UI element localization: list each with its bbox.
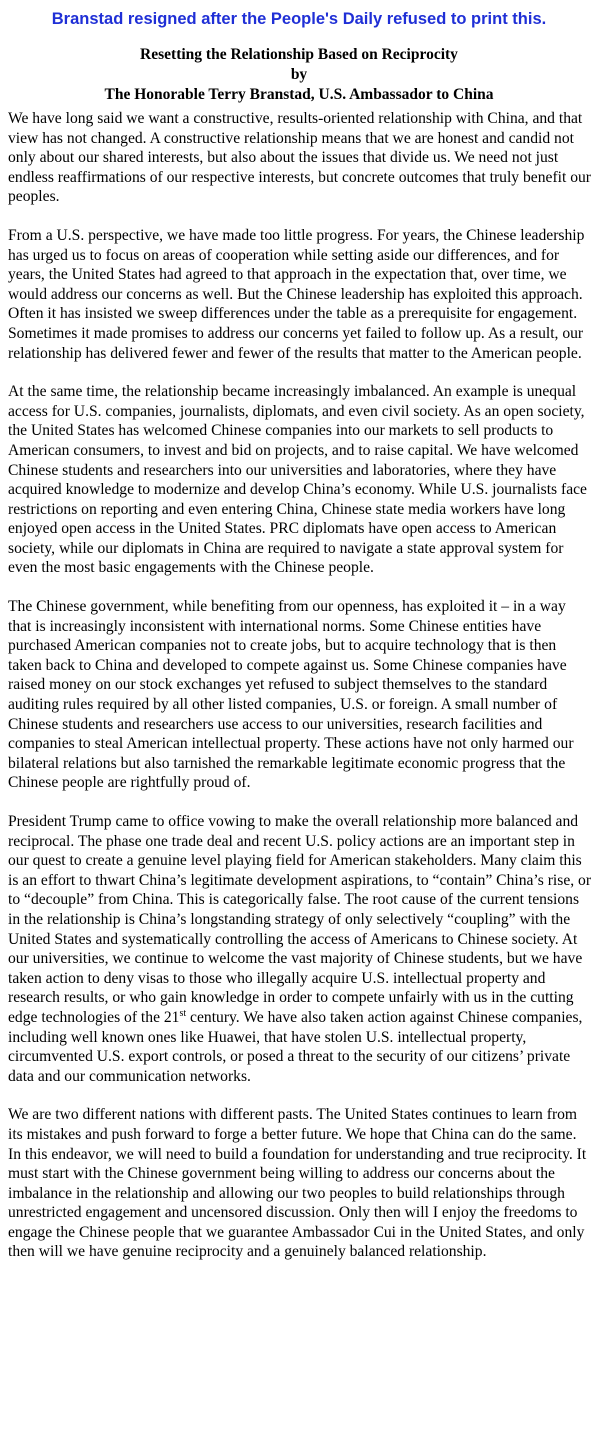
paragraph-4: The Chinese government, while benefiting from our openness, has exploited it – in a way that is increasingly inconsistent with international norms. Some Chinese entities have purchased American companies not to create jobs, but to acquire technology that is then taken back to China and developed to compete against us. Some Chinese companies have raised money on our stock exchanges yet refused to subject themselves to the standard auditing rules required by all other listed companies, U.S. or foreign. A small number of Chinese students and researchers use access to our universities, research facilities and companies to steal American intellectual property. These actions have not only harmed our bilateral relations but also tarnished the remarkable legitimate economic progress that the Chinese people are rightfully proud of.: [8, 598, 574, 792]
paragraph-2: From a U.S. perspective, we have made too little progress. For years, the Chinese leadership has urged us to focus on areas of cooperation while setting aside our differences, and for years, the United States had agreed to that approach in the expectation that, over time, we would address our concerns as well. But the Chinese leadership has exploited this approach. Often it has insisted we sweep differences under the table as a prerequisite for engagement. Sometimes it made promises to address our concerns yet failed to follow up. As a result, our relationship has delivered fewer and fewer of the results that matter to the American people.: [8, 226, 585, 362]
article-byline-by: by: [290, 66, 308, 83]
paragraph-6: We are two different nations with different pasts. The United States continues to learn from its mistakes and push forward to forge a better future. We hope that China can do the same. In this endeavor, we will need to build a foundation for understanding and true reciprocity. It must start with the Chinese government being willing to address our concerns about the imbalance in the relationship and allowing our two peoples to build relationships through unrestricted engagement and uncensored discussion. Only then will I enjoy the freedoms to engage the Chinese people that we guarantee Ambassador Cui in the United States, and only then will we have genuine reciprocity and a genuinely balanced relationship.: [8, 1106, 587, 1261]
article-body: [8, 109, 592, 1281]
article-title: Resetting the Relationship Based on Reciprocity: [140, 46, 458, 63]
paragraph-1: We have long said we want a constructive, results-oriented relationship with China, and that view has not changed. A constructive relationship means that we are honest and candid not only about our shared interests, but also about the issues that divide us. We need not just endless reaffirmations of our respective interests, but concrete outcomes that truly benefit our peoples.: [8, 110, 591, 206]
paragraph-5: [8, 812, 592, 1086]
banner-headline: Branstad resigned after the People's Daily refused to print this.: [51, 10, 547, 28]
article-header: [0, 45, 598, 105]
paragraph-5-main: President Trump came to office vowing to make the overall relationship more balanced and reciprocal. The phase one trade deal and recent U.S. policy actions are an important step in our quest to create a genuine level playing field for American stakeholders. Many claim this is an effort to thwart China’s legitimate development aspirations, to “contain” China’s rise, or to “decouple” from China. This is categorically false. The root cause of the current tensions in the relationship is China’s longstanding strategy of only selectively “coupling” with the United States and systematically controlling the access of Americans to Chinese society. At our universities, we continue to welcome the vast majority of Chinese students, but we have taken action to deny visas to those who illegally acquire U.S. intellectual property and research results, or who gain knowledge in order to compete unfairly with us in the cutting edge technologies of the 21: [8, 813, 592, 1026]
paragraph-5-tail: century. We have also taken action against Chinese companies, including well known ones like Huawei, that have stolen U.S. intellectual property, circumvented U.S. export controls, or posed a threat to the security of our citizens’ private data and our communication networks.: [8, 1008, 583, 1085]
paragraph-5-superscript: st: [179, 1007, 187, 1019]
article-author: The Honorable Terry Branstad, U.S. Ambassador to China: [104, 86, 494, 103]
paragraph-3: At the same time, the relationship became increasingly imbalanced. An example is unequal access for U.S. companies, journalists, diplomats, and even civil society. As an open society, the United States has welcomed Chinese companies into our markets to sell products to American consumers, to invest and bid on projects, and to raise capital. We have welcomed Chinese students and researchers into our universities and laboratories, where they have acquired knowledge to modernize and develop China’s economy. While U.S. journalists face restrictions on reporting and even entering China, Chinese state media workers have long enjoyed open access in the United States. PRC diplomats have open access to American society, while our diplomats in China are required to navigate a state approval system for even the most basic engagements with the Chinese people.: [8, 383, 587, 577]
